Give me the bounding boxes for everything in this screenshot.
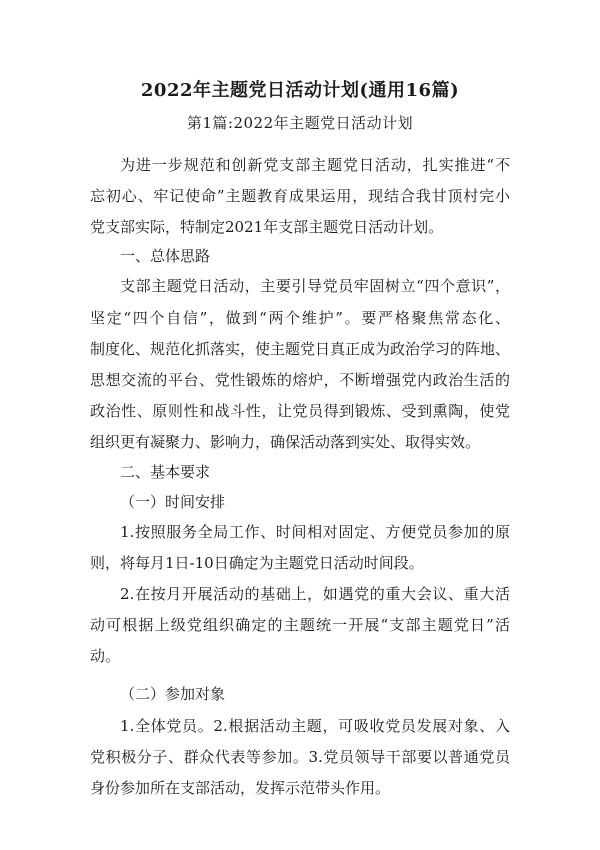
paragraph-line: 政治性、原则性和战斗性，让党员得到锻炼、受到熏陶，使党: [90, 402, 510, 420]
paragraph-line: 动。: [90, 647, 121, 665]
subsection-heading: （二）参加对象: [120, 685, 226, 703]
document-title: 2022年主题党日活动计划(通用16篇): [140, 80, 460, 101]
section-heading: 二、基本要求: [120, 463, 211, 481]
paragraph-line: 党支部实际，特制定2021年支部主题党日活动计划。: [90, 218, 444, 236]
paragraph-line: 党积极分子、群众代表等参加。3.党员领导干部要以普通党员: [90, 748, 510, 766]
paragraph-line: 为进一步规范和创新党支部主题党日活动，扎实推进“不: [120, 156, 510, 174]
paragraph-line: 动可根据上级党组织确定的主题统一开展“支部主题党日”活: [90, 616, 510, 634]
paragraph-line: 1.全体党员。2.根据活动主题，可吸收党员发展对象、入: [120, 717, 510, 735]
paragraph-line: 2.在按月开展活动的基础上，如遇党的重大会议、重大活: [120, 585, 510, 603]
subsection-heading: （一）时间安排: [120, 493, 226, 511]
paragraph-line: 思想交流的平台、党性锻炼的熔炉，不断增强党内政治生活的: [90, 371, 510, 389]
section-heading: 一、总体思路: [120, 247, 211, 265]
paragraph-line: 制度化、规范化抓落实，使主题党日真正成为政治学习的阵地、: [90, 340, 511, 358]
paragraph-line: 则，将每月1日-10日确定为主题党日活动时间段。: [90, 554, 424, 572]
paragraph-line: 组织更有凝聚力、影响力，确保活动落到实处、取得实效。: [90, 433, 481, 451]
paragraph-line: 支部主题党日活动，主要引导党员牢固树立“四个意识”，: [120, 277, 510, 295]
document-subtitle: 第1篇:2022年主题党日活动计划: [186, 114, 414, 132]
paragraph-line: 1.按照服务全局工作、时间相对固定、方便党员参加的原: [120, 523, 510, 541]
paragraph-line: 身份参加所在支部活动，发挥示范带头作用。: [90, 779, 391, 797]
paragraph-line: 坚定“四个自信”，做到“两个维护”。要严格聚焦常态化、: [90, 309, 510, 327]
paragraph-line: 忘初心、牢记使命”主题教育成果运用，现结合我甘顶村完小: [90, 187, 510, 205]
